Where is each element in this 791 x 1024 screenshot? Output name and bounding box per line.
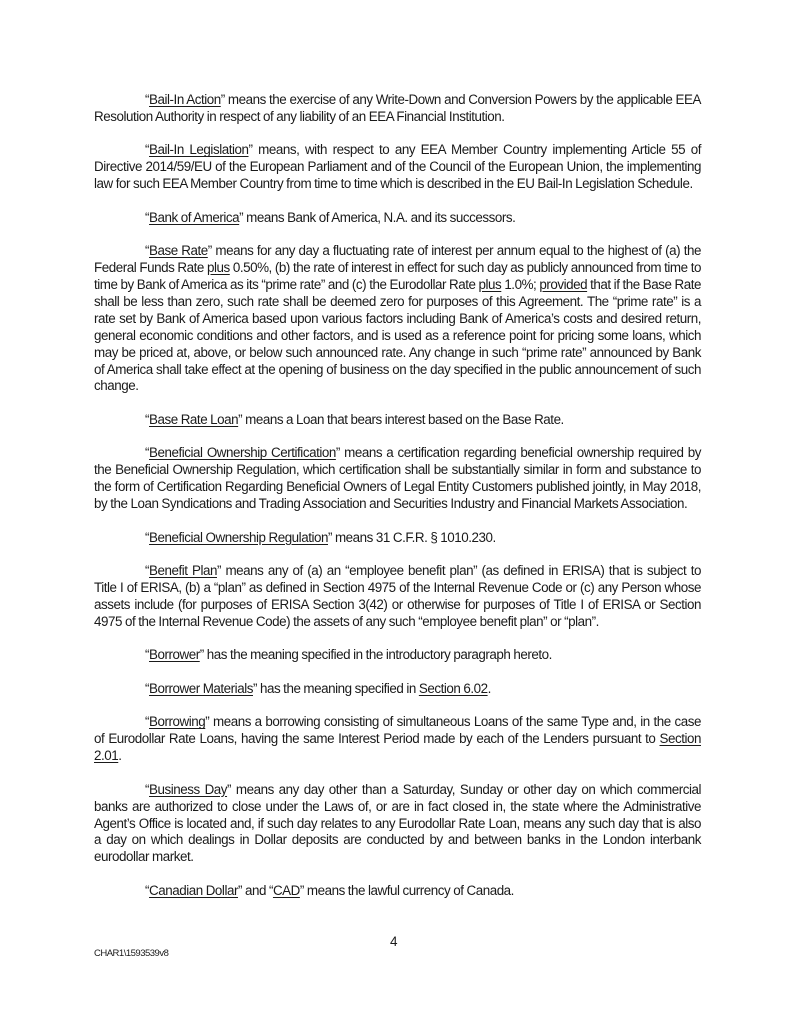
definition-text: 0.50%, (b) the rate of interest in effect for such day as publicly announced from time to time by Bank of America as its “prime rate” and (c) the Eurodollar Rate [94, 260, 701, 293]
definition-text: ” means for any day a fluctuating rate of interest per annum equal to the highest of (a) the Federal Funds Rate [94, 243, 701, 276]
defined-term: Benefit Plan [149, 563, 217, 579]
definition-text: “ [145, 411, 150, 427]
definition-paragraph [94, 243, 701, 395]
definition-text: that if the Base Rate shall be less than zero, such rate shall be deemed zero for purposes of this Agreement. The “prime rate” is a rate set by Bank of America based upon various factors including Bank of America’s costs and desired return, general economic conditions and other factors, and is used as a reference point for pricing some loans, which may be priced at, above, or below such announced rate. Any change in such “prime rate” announced by Bank of America shall take effect at the opening of business on the day specified in the public announcement of such change. [94, 277, 701, 394]
definition-text: . [487, 680, 491, 696]
definition-text: ” means a Loan that bears interest based on the Base Rate. [238, 411, 564, 427]
underlined-term: provided [539, 277, 588, 293]
defined-term: Beneficial Ownership Regulation [149, 529, 328, 545]
definition-text: ” means 31 C.F.R. § 1010.230. [328, 529, 496, 545]
definition-text: ” means, with respect to any EEA Member Country implementing Article 55 of Directive 2014/59/EU of the European Parliament and of the Council of the European Union, the implementing law for such EEA Member Country from time to time which is described in the EU Bail-In Legislation Schedule. [94, 142, 701, 192]
defined-term: Beneficial Ownership Certification [149, 445, 336, 461]
definition-text: “ [145, 445, 150, 461]
definition-text: “ [145, 882, 150, 898]
underlined-term: plus [478, 277, 502, 293]
document-body [94, 92, 701, 916]
section-reference-link[interactable]: Section 6.02 [418, 680, 488, 696]
definition-text: . [118, 748, 122, 764]
definition-text: “ [145, 714, 150, 730]
definition-paragraph [94, 142, 701, 193]
defined-term: Borrower Materials [149, 680, 253, 696]
definition-text: ” has the meaning specified in [252, 680, 419, 696]
definition-text: ” means the exercise of any Write-Down and Conversion Powers by the applicable EEA Resolution Authority in respect of any liability of an EEA Financial Institution. [94, 92, 701, 124]
definition-text: “ [145, 680, 150, 696]
definition-text: “ [145, 781, 150, 797]
defined-term: Borrower [149, 647, 200, 663]
definition-paragraph [94, 714, 701, 765]
definition-text: ” means a certification regarding beneficial ownership required by the Beneficial Ownership Regulation, which certification shall be substantially similar in form and substance to the form of Certification Regarding Beneficial Owners of Legal Entity Customers published jointly, in May 2018, by the Loan Syndications and Trading Association and Securities Industry and Financial Markets Association. [94, 445, 701, 512]
defined-term: Borrowing [149, 714, 206, 730]
definition-text: ” means the lawful currency of Canada. [299, 882, 514, 898]
definition-text: “ [145, 563, 150, 579]
definition-paragraph [94, 445, 701, 513]
underlined-term: plus [206, 260, 230, 276]
definition-text: ” means Bank of America, N.A. and its successors. [239, 209, 516, 225]
underlined-term: CAD [272, 882, 300, 898]
definition-text: ” and “ [238, 882, 273, 898]
definition-paragraph [94, 412, 701, 429]
defined-term: Business Day [149, 781, 228, 797]
definition-text: “ [145, 529, 150, 545]
definition-text: “ [145, 92, 150, 107]
definition-text: ” means any day other than a Saturday, Sunday or other day on which commercial banks are authorized to close under the Laws of, or are in fact closed in, the state where the Administrative Agent’s Office is located and, if such day relates to any Eurodollar Rate Loan, means any such day that is also a day on which dealings in Dollar deposits are conducted by and between banks in the London interbank eurodollar market. [94, 781, 702, 865]
definition-paragraph [94, 883, 701, 900]
definition-text: “ [145, 142, 150, 158]
page-number: 4 [390, 934, 398, 949]
definition-paragraph [94, 210, 701, 227]
definition-paragraph [94, 92, 701, 126]
defined-term: Bail-In Legislation [149, 142, 249, 158]
definition-text: 1.0%; [501, 277, 540, 293]
definition-text: “ [145, 209, 150, 225]
definition-text: ” has the meaning specified in the introductory paragraph hereto. [199, 647, 552, 663]
defined-term: Base Rate Loan [149, 411, 239, 427]
section-reference-link[interactable]: Section 2.01 [94, 731, 701, 764]
defined-term: Base Rate [149, 243, 208, 259]
definition-text: “ [145, 647, 150, 663]
definition-text: ” means any of (a) an “employee benefit plan” (as defined in ERISA) that is subject to Title I of ERISA, (b) a “plan” as defined in Section 4975 of the Internal Revenue Code or (c) any Person whose assets include (for purposes of ERISA Section 3(42) or otherwise for purposes of Title I of ERISA or Section 4975 of the Internal Revenue Code) the assets of any such “employee benefit plan” or “plan”. [94, 563, 701, 629]
definition-text: “ [145, 243, 150, 259]
definition-paragraph [94, 647, 701, 664]
definition-paragraph [94, 681, 701, 698]
definition-paragraph [94, 782, 701, 867]
definition-paragraph [94, 563, 701, 631]
defined-term: Bail-In Action [149, 92, 221, 107]
document-id: CHAR1\1593539v8 [94, 948, 169, 959]
defined-term: Canadian Dollar [149, 882, 238, 898]
definition-paragraph [94, 530, 701, 547]
definition-text: ” means a borrowing consisting of simultaneous Loans of the same Type and, in the case of Eurodollar Rate Loans, having the same Interest Period made by each of the Lenders pursuant to [94, 714, 701, 747]
defined-term: Bank of America [149, 209, 240, 225]
